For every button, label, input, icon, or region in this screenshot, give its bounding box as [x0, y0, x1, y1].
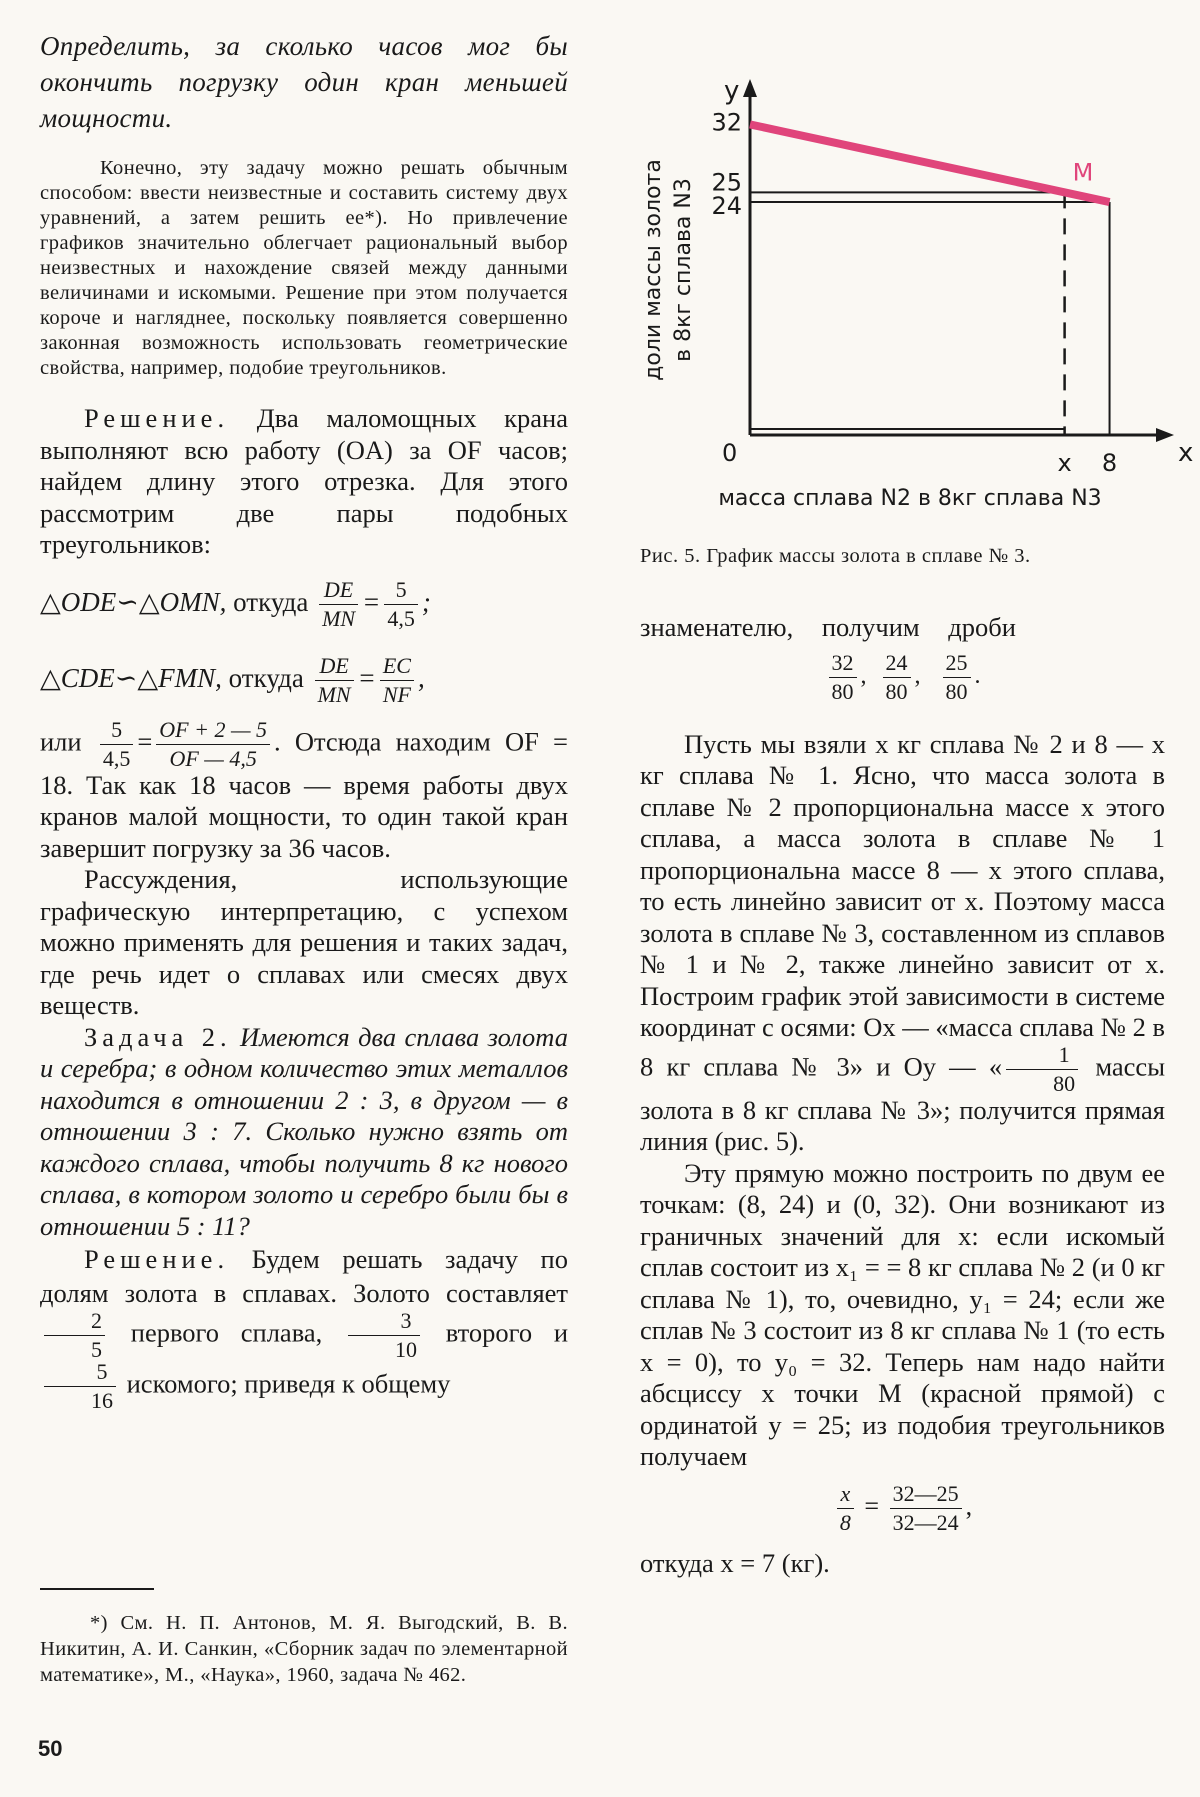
final-answer: откуда x = 7 (кг). — [640, 1547, 830, 1578]
eq1-frac-2: $\frac{5}{4,5}$ — [384, 579, 418, 630]
solution-1 — [40, 403, 568, 561]
footnote: *) См. Н. П. Антонов, М. Я. Выгодский, В. В. Никитин, А. И. Санкин, «Сборник задач по элементарной математике», М., «Наука», 1960, задача № 462. — [40, 1612, 568, 1686]
sol2-b: первого сплава, — [130, 1317, 323, 1348]
task-2 — [40, 1022, 568, 1243]
figure-caption: Рис. 5. График массы золота в сплаве № 3. — [640, 545, 1031, 567]
y-tick-label-24: 24 — [711, 192, 742, 221]
eq3-post: . Отсюда находим OF = 18. Так как 18 часов — время работы двух кранов малой мощности, то один такой кран завершит погрузку за 36 часов. — [40, 726, 568, 863]
eqx-frac-1: $\frac{x}{8}$ — [837, 1483, 854, 1534]
para1-text: Пусть мы взяли x кг сплава № 2 и 8 — x кг сплава № 1. Ясно, что масса золота в сплаве № 2 пропорциональна массе x этого сплава, а масса золота в сплаве № 1 пропорциональна массе 8 — x этого сплава, то есть линейно зависит от x. Поэтому масса золота в сплаве № 3, составленном из сплавов № 1 и № 2, также линейно зависит от x. Построим график этой зависимости в системе координат с осями: Ox — «масса сплава № 2 в 8 кг сплава № 3» и Oy — « — [640, 728, 1165, 1082]
eq2-lhs: △CDE∽△FMN, — [40, 662, 222, 693]
equation-2: △CDE∽△FMN, откуда $\frac{DE}{MN}$ = $\frac{EC}{NF}$ , — [40, 652, 425, 707]
eq3-frac-2: $\frac{OF + 2 — 5}{OF — 4,5}$ — [156, 719, 270, 770]
continuation-text: знаменателю, получим дроби — [640, 612, 1016, 642]
y-axis-label: доли массы золота в 8кг сплава N3 — [641, 159, 696, 381]
paragraph-line: Эту прямую можно построить по двум ее точкам: (8, 24) и (0, 32). Они возникают из граничных значений для x: если искомый сплав состоит из x₁ = = 8 кг сплава № 2 (и 0 кг сплава № 1), то, очевидно, y₁ = 24; если же сплав № 3 состоит из 8 кг сплава № 1 (то есть x = 0), то y₀ = 32. Теперь нам надо найти абсциссу x точки M (красной прямой) с ординатой y = 25; из подобия треугольников получаем — [640, 1157, 1165, 1471]
gold-mass-chart — [620, 70, 1194, 540]
eq1-lhs: △ODE∽△OMN, — [40, 586, 227, 617]
point-label-m: M — [1072, 158, 1094, 187]
equation-x: $\frac{x}{8}$ = $\frac{32—25}{32—24}$ , — [640, 1483, 1165, 1534]
eq1-frac-1: $\frac{DE}{MN}$ — [319, 579, 358, 630]
fraction-24-80: $\frac{24}{80}$ — [883, 652, 911, 703]
eq2-word: откуда — [228, 662, 304, 693]
right-column — [640, 612, 1165, 1579]
y-axis-arrow — [743, 79, 757, 97]
para1-end: массы золота в 8 кг сплава № 3»; получится прямая линия (рис. 5). — [640, 1051, 1166, 1156]
problem-intro: Определить, за сколько часов мог бы окончить погрузку один кран меньшей мощности. — [40, 31, 568, 133]
solution-1-text: Два маломощных крана выполняют всю работу (OA) за OF часов; найдем длину этого отрезка. Для этого рассмотрим две пары подобных треугольников: — [40, 403, 568, 559]
eq2-frac-2: $\frac{EC}{NF}$ — [380, 655, 414, 706]
eqx-frac-2: $\frac{32—25}{32—24}$ — [890, 1483, 962, 1534]
x-axis-name: x — [1178, 438, 1194, 468]
method-paragraph: Конечно, эту задачу можно решать обычным способом: ввести неизвестные и составить систему двух уравнений, а затем решить ее*). Но привлечение графиков значительно облегчает рациональный выбор неизвестных и нахождение связей между данными величинами и искомыми. Решение при этом получается короче и нагляднее, поскольку появляется совершенно законная возможность использовать геометрические свойства, например, подобие треугольников. — [40, 157, 568, 379]
sol2-frac-1: $\frac{2}{5}$ — [44, 1310, 105, 1361]
x-tick-label-7: x — [1057, 449, 1072, 477]
paragraph-alloy — [640, 729, 1165, 1158]
sol2-d: искомого; приведя к общему — [126, 1368, 451, 1399]
y-tick-label-25: 25 — [711, 168, 742, 197]
equation-1: △ODE∽△OMN, откуда $\frac{DE}{MN}$ = $\frac{5}{4,5}$ ; — [40, 576, 431, 631]
sol2-frac-2: $\frac{3}{10}$ — [348, 1310, 420, 1361]
y-tick-label-32: 32 — [711, 108, 742, 137]
solution-2 — [40, 1242, 568, 1412]
series-line-alloy-3 — [750, 124, 1110, 202]
x-axis-label: масса сплава N2 в 8кг сплава N3 — [718, 486, 1102, 511]
para1-frac: $\frac{1}{80}$ — [1006, 1044, 1078, 1095]
fractions-row: $\frac{32}{80}$ , $\frac{24}{80}$ , $\frac{25}{80}$ . — [640, 652, 1165, 703]
solution-1-heading: Решение. — [84, 403, 230, 433]
fraction-32-80: $\frac{32}{80}$ — [829, 652, 857, 703]
y-axis-name: y — [724, 76, 740, 106]
x-axis-arrow — [1156, 428, 1174, 442]
sol2-a: Будем решать задачу по долям золота в сплавах. Золото составляет — [40, 1244, 568, 1308]
eq1-word: откуда — [233, 586, 309, 617]
eq3-pre: или — [40, 726, 82, 757]
fraction-25-80: $\frac{25}{80}$ — [943, 652, 971, 703]
footnote-separator — [40, 1588, 154, 1590]
equation-3-paragraph: или $\frac{5}{4,5}$ = $\frac{OF + 2 — 5}{OF — 4,5}$ . Отсюда находим OF = 18. Так как 18 часов — время работы двух кранов малой мощности, то один такой кран завершит погрузку за 36 часов. — [40, 716, 568, 863]
task-2-heading: Задача 2. — [84, 1021, 232, 1052]
left-column — [40, 28, 568, 1412]
sol2-c: второго и — [445, 1317, 569, 1348]
sol2-frac-3: $\frac{5}{16}$ — [44, 1361, 116, 1412]
origin-label: 0 — [722, 439, 738, 467]
reasoning-paragraph: Рассуждения, использующие графическую интерпретацию, с успехом можно применять для решения и таких задач, где речь идет о сплавах или смесях двух веществ. — [40, 864, 568, 1020]
page-number: 50 — [38, 1736, 63, 1761]
eq2-frac-1: $\frac{DE}{MN}$ — [315, 655, 354, 706]
task-2-text: Имеются два сплава золота и серебра; в одном количество этих металлов находится в отношении 2 : 3, в другом — в отношении 3 : 7. Сколько нужно взять от каждого сплава, чтобы получить 8 кг нового сплава, в котором золото и серебро были бы в отношении 5 : 11? — [40, 1021, 569, 1241]
eq3-frac-1: $\frac{5}{4,5}$ — [100, 719, 134, 770]
solution-2-heading: Решение. — [84, 1244, 230, 1274]
x-tick-label-8: 8 — [1101, 449, 1118, 477]
